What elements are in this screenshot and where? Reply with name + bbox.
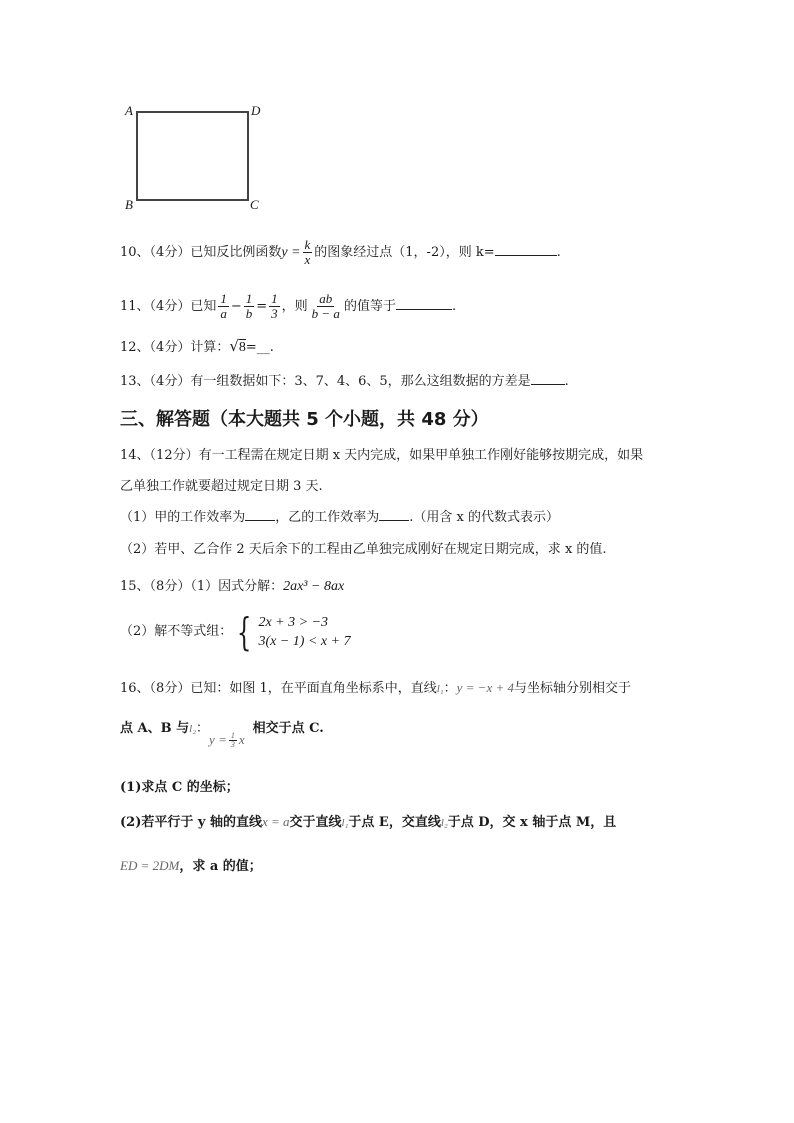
q10-prefix: 10、（4分）已知反比例函数 — [120, 245, 282, 260]
q11-prefix: 11、（4分）已知 — [120, 299, 217, 314]
rectangle-figure — [120, 100, 270, 215]
q16-sub2-l2: l₂ — [440, 817, 448, 829]
q15-sub-2 — [120, 609, 351, 654]
q16-sub2-c: 于点 E，交直线 — [348, 815, 441, 830]
q16-colon-2: ： — [196, 721, 210, 736]
q14-line-1: 14、（12分）有一工程需在规定日期 x 天内完成，如果甲单独工作刚好能够按期完成，如果 — [120, 448, 644, 463]
q15-sub2-label: （2）解不等式组： — [120, 624, 233, 639]
q11-frac-4 — [310, 292, 342, 321]
q14-sub1-a: （1）甲的工作效率为 — [120, 510, 246, 525]
q13-answer-blank[interactable] — [531, 372, 565, 385]
q11-end: . — [451, 299, 457, 314]
q12-answer-blank[interactable]: __ — [256, 340, 270, 355]
q16-colon: ： — [443, 681, 457, 696]
q16-line-2 — [120, 718, 324, 749]
q12-equals: = — [245, 340, 257, 355]
q14-blank-1[interactable] — [245, 508, 275, 521]
q10-func-lhs: y = — [281, 245, 301, 260]
rectangle-svg — [120, 100, 270, 215]
q16-p1: 16、（8分）已知：如图 1，在平面直角坐标系中，直线 — [120, 681, 437, 696]
question-10 — [120, 238, 561, 267]
q11-minus: − — [230, 299, 242, 314]
q16-p2: 与坐标轴分别相交于 — [513, 681, 631, 696]
q16-line2-frac-num: 1 — [230, 731, 235, 740]
inequality-2: 3(x − 1) < x + 7 — [258, 633, 351, 649]
q11-equals: = — [256, 299, 268, 314]
q11-f4-num: ab — [319, 291, 333, 306]
q10-suffix: . — [556, 245, 561, 260]
q11-frac-1 — [218, 292, 229, 321]
q11-frac-3 — [269, 292, 280, 321]
q16-sub2-l1: l₁ — [341, 817, 349, 829]
q16-line2-rhs: x — [238, 732, 245, 747]
section-3-heading: 三、解答题（本大题共 5 个小题，共 48 分） — [120, 409, 489, 430]
inequality-rows — [258, 613, 350, 651]
q11-f2-num: 1 — [245, 291, 253, 306]
q11-answer-blank[interactable] — [396, 297, 452, 310]
q16-sub2-condition: ED = 2DM — [120, 858, 180, 873]
question-11 — [120, 292, 456, 321]
brace-icon: { — [237, 609, 252, 654]
q10-fraction — [303, 238, 313, 267]
q10-answer-blank[interactable] — [495, 243, 557, 256]
q16-line1-equation: y = −x + 4 — [456, 680, 514, 695]
q16-line2-frac-den: 3 — [230, 740, 235, 749]
q14-sub-1 — [120, 508, 559, 528]
question-13 — [120, 372, 569, 392]
q14-sub-2: （2）若甲、乙合作 2 天后余下的工程由乙单独完成刚好在规定日期完成，求 x 的值. — [120, 542, 607, 557]
q16-p3: 点 A、B 与 — [120, 721, 190, 736]
label-a: A — [125, 103, 133, 118]
q16-sub2-e: ，求 a 的值； — [179, 859, 262, 874]
q16-sub2-equation: x = a — [261, 814, 290, 829]
q10-frac-den: x — [304, 252, 311, 267]
q11-f3-den: 3 — [271, 306, 278, 321]
q14-line-2: 乙单独工作就要超过规定日期 3 天. — [120, 479, 323, 494]
q11-f1-num: 1 — [220, 291, 227, 306]
q16-line2-frac — [229, 732, 237, 749]
q14-sub1-c: .（用含 x 的代数式表示） — [409, 510, 560, 525]
q13-prefix: 13、（4分）有一组数据如下：3、7、4、6、5，那么这组数据的方差是 — [120, 374, 531, 389]
inequality-system — [232, 609, 351, 654]
q10-frac-num: k — [304, 237, 311, 252]
q11-frac-2 — [244, 292, 255, 321]
label-b: B — [125, 197, 133, 212]
q13-end: . — [564, 374, 569, 389]
q16-l1: l₁ — [436, 683, 444, 695]
q12-prefix: 12、（4分）计算： — [120, 340, 230, 355]
q16-line2-equation — [209, 730, 245, 751]
q11-mid: ，则 — [281, 299, 308, 314]
question-15 — [120, 577, 344, 597]
q11-suffix: 的值等于 — [343, 299, 396, 314]
q15-expression: 2ax³ − 8ax — [283, 579, 345, 594]
q12-radicand: 8 — [238, 340, 246, 355]
q16-l2: l₂ — [189, 723, 197, 735]
q11-f2-den: b — [245, 306, 253, 321]
q16-sub-1: (1)求点 C 的坐标； — [120, 780, 239, 795]
q12-sqrt-icon: √ — [229, 337, 239, 355]
q11-f1-den: a — [220, 306, 227, 321]
q16-sub2-d: 于点 D，交 x 轴于点 M，且 — [447, 815, 617, 830]
label-c: C — [250, 197, 259, 212]
q16-sub-2-cont — [120, 856, 262, 877]
q16-p4: 相交于点 C. — [252, 721, 324, 736]
rectangle-abcd — [137, 112, 248, 200]
q16-sub-2 — [120, 812, 616, 833]
q16-sub2-b: 交于直线 — [289, 815, 342, 830]
q16-sub2-a: (2)若平行于 y 轴的直线 — [120, 815, 262, 830]
q14-sub1-b: ，乙的工作效率为 — [275, 510, 380, 525]
q15-prefix: 15、（8分）（1）因式分解： — [120, 579, 284, 594]
q11-f4-den: b − a — [311, 306, 340, 321]
q10-middle: 的图象经过点（1，-2），则 k= — [314, 245, 495, 260]
q14-blank-2[interactable] — [379, 508, 409, 521]
inequality-1: 2x + 3 > −3 — [258, 614, 329, 630]
question-12 — [120, 336, 274, 358]
q11-f3-num: 1 — [271, 291, 278, 306]
q12-end: . — [269, 340, 274, 355]
q16-line2-lhs: y = — [209, 732, 227, 747]
q16-line-1 — [120, 678, 631, 699]
label-d: D — [251, 103, 261, 118]
